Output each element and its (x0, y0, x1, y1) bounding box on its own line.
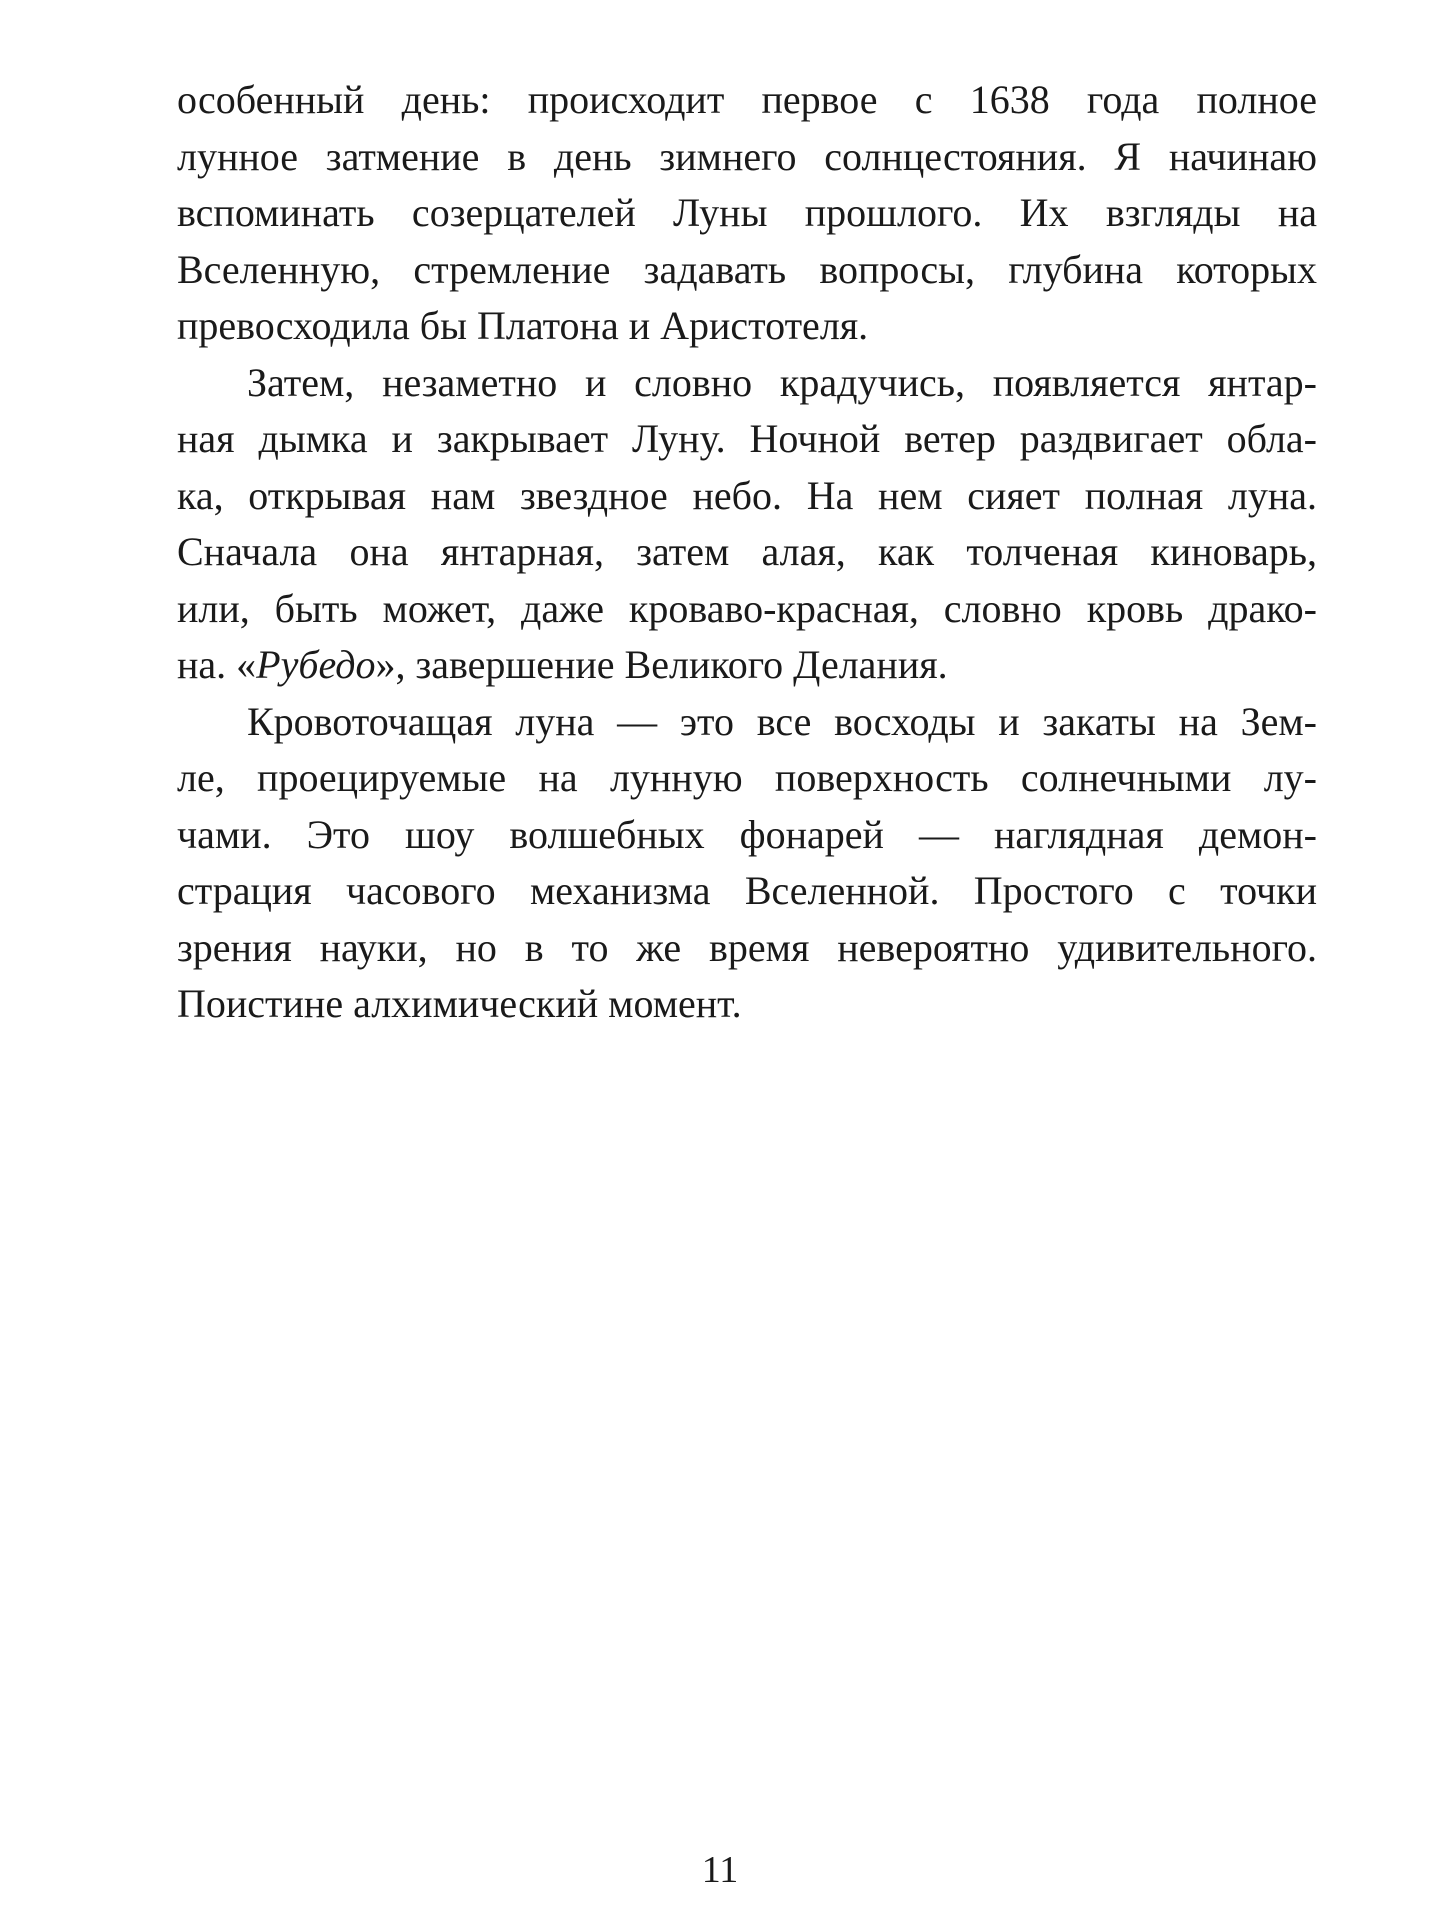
text-fragment: на. « (177, 642, 257, 687)
text-line: Поистине алхимический момент. (177, 981, 742, 1026)
text-line: ка, открывая нам звездное небо. На нем сияет полная луна. (177, 472, 1317, 518)
paragraph-1 (177, 72, 1317, 355)
text-fragment: », завершение Великого Делания. (375, 642, 948, 687)
text-line: Затем, незаметно и словно крадучись, появляется янтар- (247, 359, 1317, 405)
text-line: страция часового механизма Вселенной. Простого с точки (177, 868, 1317, 913)
text-line: ная дымка и закрывает Луну. Ночной ветер раздвигает обла- (177, 416, 1317, 461)
text-line (177, 637, 1317, 694)
text-line: вспоминать созерцателей Луны прошлого. Их взгляды на (177, 190, 1317, 235)
body-text (177, 72, 1317, 1033)
text-line: или, быть может, даже кроваво-красная, словно кровь драко- (177, 585, 1317, 631)
page-number: 11 (701, 1849, 739, 1891)
text-line: лунное затмение в день зимнего солнцестояния. Я начинаю (177, 133, 1317, 179)
italic-term: Рубедо (256, 642, 376, 687)
text-line: Кровоточащая луна — это все восходы и закаты на Зем- (247, 698, 1317, 744)
paragraph-3 (177, 694, 1317, 1033)
text-line: Вселенную, стремление задавать вопросы, глубина которых (177, 246, 1317, 292)
text-line: ле, проецируемые на лунную поверхность солнечными лу- (177, 755, 1317, 800)
paragraph-2 (177, 355, 1317, 694)
text-line: превосходила бы Платона и Аристотеля. (177, 303, 869, 348)
text-line: особенный день: происходит первое с 1638 года полное (177, 77, 1317, 122)
text-line: Сначала она янтарная, затем алая, как толченая киноварь, (177, 529, 1317, 574)
text-line: зрения науки, но в то же время невероятно удивительного. (177, 924, 1317, 970)
text-line: чами. Это шоу волшебных фонарей — наглядная демон- (177, 811, 1317, 857)
